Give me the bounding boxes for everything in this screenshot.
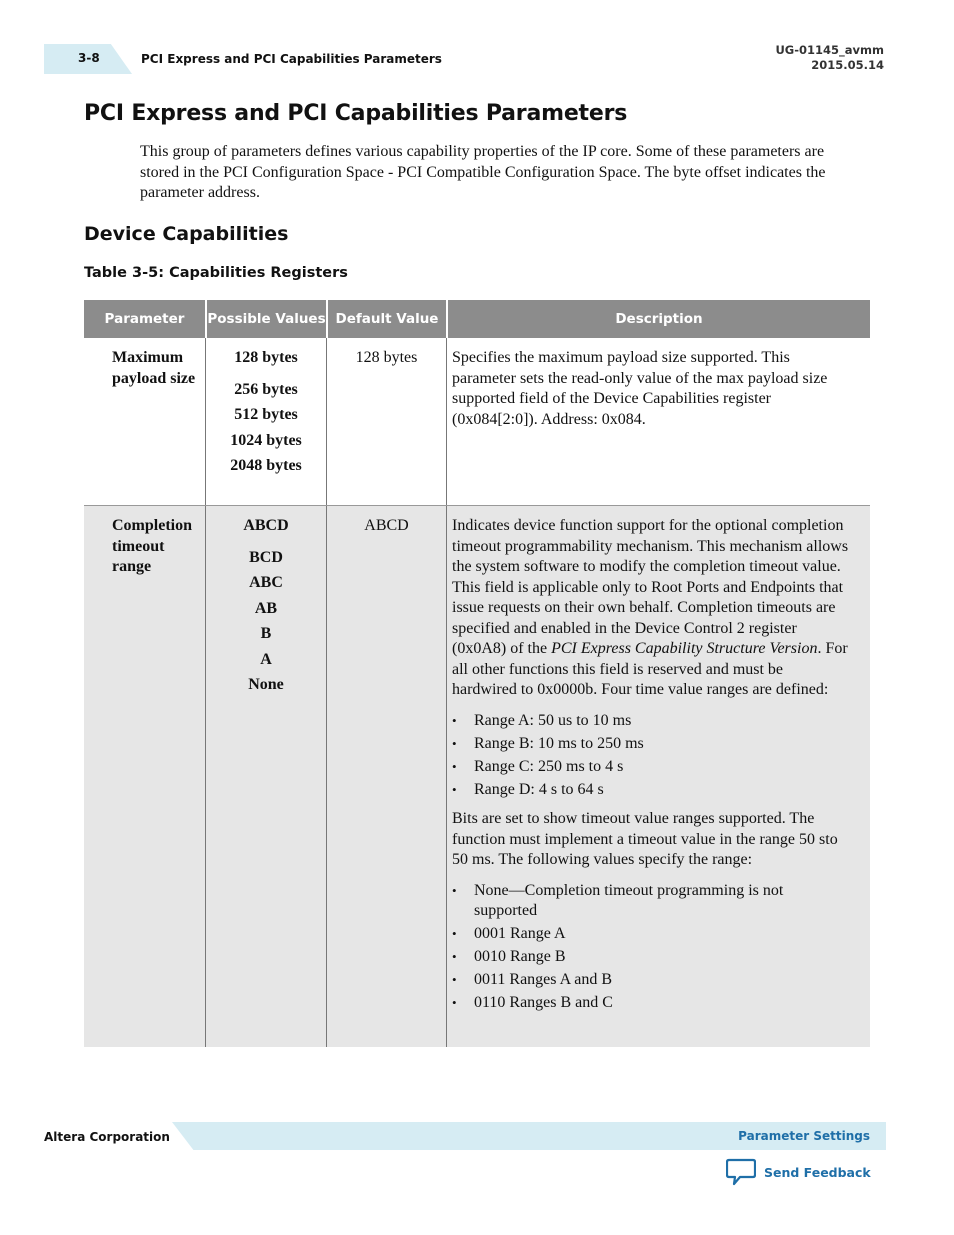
param-name: Completion timeout range (112, 517, 192, 575)
send-feedback-link[interactable] (726, 1158, 871, 1186)
desc-paragraph: Bits are set to show timeout value ranges supported. The function must implement a timeout value in the range 50 sto 50 ms. The following values specify the range: (452, 810, 838, 868)
value-list (452, 881, 850, 1014)
value-item: AB (254, 599, 278, 617)
value-item: 1024 bytes (230, 431, 302, 449)
desc-paragraph: Specifies the maximum payload size supported. This parameter sets the read-only value of the max payload size supported field of the Device Capabilities register (0x084[2:0]). Address: 0x084. (452, 349, 828, 428)
value-item: B (260, 625, 272, 642)
doc-meta (775, 43, 884, 73)
desc-paragraph (452, 516, 850, 701)
possible-values (205, 506, 326, 1047)
list-item: • 0010 Range B (452, 947, 850, 968)
subsection-title: Device Capabilities (84, 223, 289, 245)
table-header (84, 300, 870, 338)
default-value: 128 bytes (326, 338, 446, 505)
intro-paragraph: This group of parameters defines various capability properties of the IP core. Some of these parameters are stored in the PCI Configuration Space - PCI Compatible Configuration Space. The byte offset indicates the parameter address. (140, 143, 826, 201)
param-name: Maximum payload size (112, 349, 196, 387)
value-item: BCD (249, 548, 283, 566)
value-item: ABCD (243, 517, 289, 534)
col-header-parameter: Parameter (84, 300, 205, 338)
value-item: 128 bytes (234, 349, 298, 366)
table-caption: Table 3-5: Capabilities Registers (84, 265, 348, 281)
range-list (452, 711, 850, 801)
value-item: 2048 bytes (230, 457, 302, 474)
speech-bubble-icon (726, 1158, 756, 1186)
list-item: • 0001 Range A (452, 924, 850, 945)
value-item: 512 bytes (234, 406, 298, 423)
list-item: • Range B: 10 ms to 250 ms (452, 734, 850, 755)
default-value: ABCD (326, 506, 446, 1047)
value-item: 256 bytes (234, 380, 298, 398)
page-number: 3-8 (78, 51, 100, 65)
table-row (84, 338, 870, 506)
value-item: ABC (249, 574, 283, 591)
list-item: • None—Completion timeout programming is not supported (452, 881, 850, 922)
list-item: • 0110 Ranges B and C (452, 993, 850, 1014)
value-item: None (248, 676, 284, 693)
list-item: • Range D: 4 s to 64 s (452, 780, 850, 801)
table-row (84, 506, 870, 1047)
description (446, 506, 870, 1047)
col-header-default-value: Default Value (326, 300, 446, 338)
send-feedback-label[interactable]: Send Feedback (764, 1164, 871, 1180)
footer-company: Altera Corporation (44, 1130, 170, 1144)
list-item: • Range A: 50 us to 10 ms (452, 711, 850, 732)
desc-text: Indicates device function support for the optional completion timeout programmability mechanism. This mechanism allows the system software to modify the completion timeout value. This field is applicable only to Root Ports and Endpoints that issue requests on their own behalf. Completion timeouts are specified and enabled in the Device Control 2 register (0x0A8) of the (452, 517, 849, 657)
description (446, 338, 870, 505)
list-item: • 0011 Ranges A and B (452, 970, 850, 991)
footer-section-link[interactable]: Parameter Settings (738, 1129, 870, 1143)
section-title: PCI Express and PCI Capabilities Parameters (84, 101, 628, 126)
value-item: A (260, 650, 272, 668)
desc-emphasis: PCI Express Capability Structure Version (551, 640, 818, 657)
desc-text: . For all other functions this field is reserved and must be hardwired to 0x0000b. Four time value ranges are defined: (452, 640, 848, 698)
possible-values (205, 338, 326, 505)
running-title: PCI Express and PCI Capabilities Parameters (141, 52, 442, 66)
doc-id: UG-01145_avmm (775, 43, 884, 57)
col-header-description: Description (446, 300, 870, 338)
capabilities-table (84, 300, 870, 1047)
col-header-possible-values: Possible Values (205, 300, 326, 338)
list-item: • Range C: 250 ms to 4 s (452, 757, 850, 778)
doc-date: 2015.05.14 (811, 58, 884, 72)
